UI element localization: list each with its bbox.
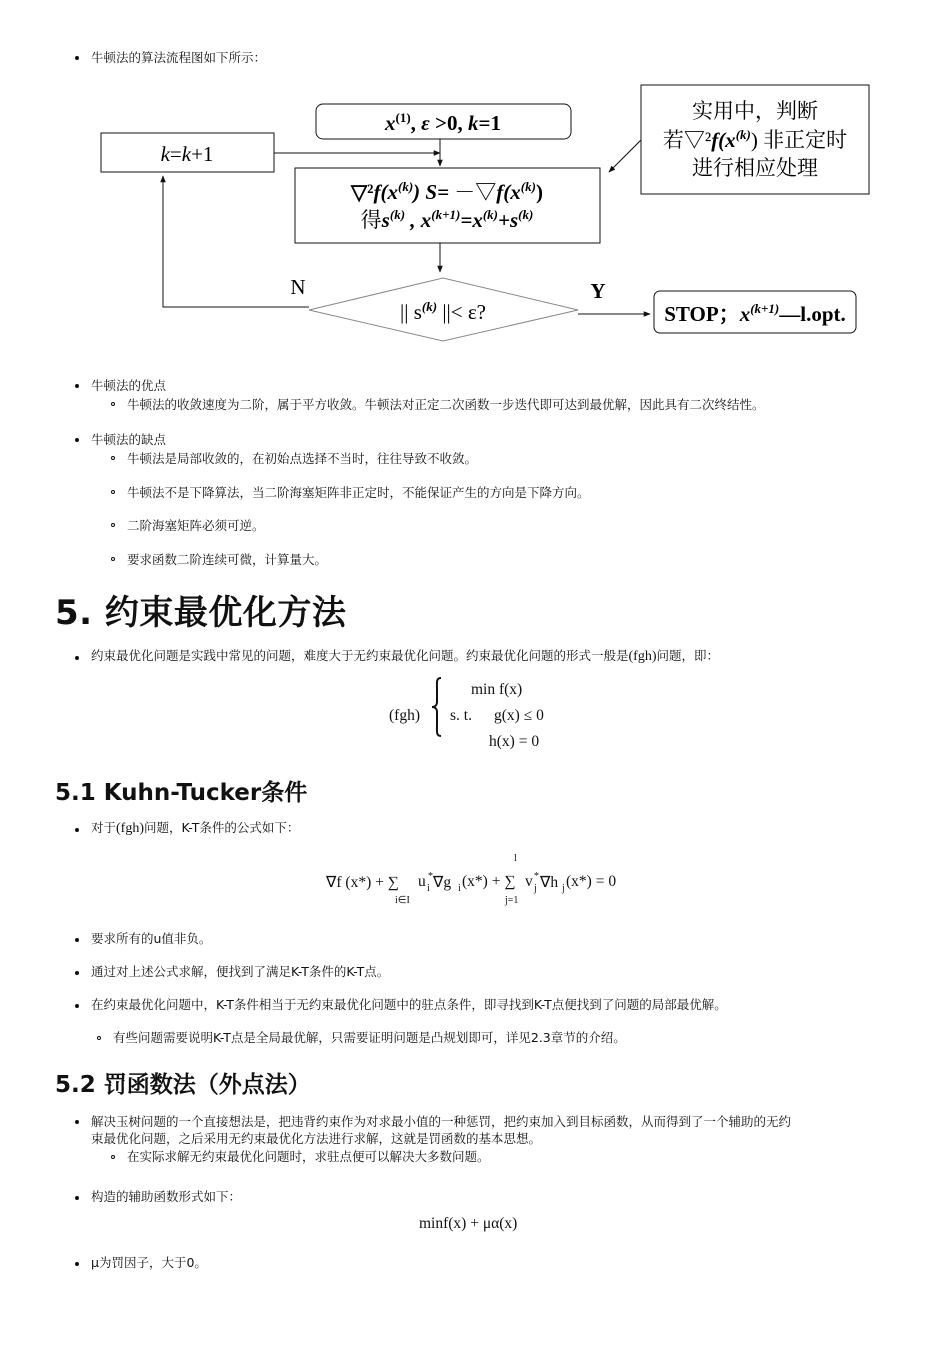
cons-item: 要求函数二阶连续可微，计算量大。	[127, 552, 328, 567]
cons-title: 牛顿法的缺点	[91, 432, 167, 447]
note-line2: 若$▽^2f(x^{(k)})$ 非正定时	[662, 127, 848, 152]
aux-function-intro: 构造的辅助函数形式如下：	[91, 1189, 242, 1204]
fgh-label: (fgh)	[389, 707, 420, 724]
start-label: $x^{(1)}$, ε >0, k=1	[385, 110, 501, 135]
kt-item: 通过对上述公式求解，便找到了满足K-T条件的K-T点。	[91, 964, 390, 979]
bullet-dot	[75, 971, 79, 975]
bullet-dot	[75, 1004, 79, 1008]
penalty-factor-text: μ为罚因子，大于0。	[91, 1255, 207, 1270]
kt-sub-item: 有些问题需要说明K-T点是全局最优解，只需要证明问题是凸规划即可，详见2.3章节的介绍。	[113, 1030, 626, 1045]
stop-label: STOP；$x^{(k+1)}—l.opt$.	[664, 301, 846, 326]
cons-item: 牛顿法不是下降算法，当二阶海塞矩阵非正定时，不能保证产生的方向是下降方向。	[127, 485, 590, 500]
section-5-intro: 约束最优化问题是实践中常见的问题，难度大于无约束最优化问题。约束最优化问题的形式一般是(fgh)问题，即：	[91, 648, 720, 664]
penalty-sub-item: 在实际求解无约束最优化问题时，求驻点便可以解决大多数问题。	[127, 1149, 490, 1164]
fgh-line1: min f(x)	[471, 681, 523, 698]
cons-item: 牛顿法是局部收敛的，在初始点选择不当时，往往导致不收敛。	[127, 451, 478, 466]
label-no: N	[290, 275, 306, 299]
sub-bullet-circle	[111, 557, 115, 561]
kt-intro: 对于(fgh)问题，K-T条件的公式如下：	[91, 820, 300, 836]
sub-bullet-circle	[111, 523, 115, 527]
fgh-line2: g(x) ≤ 0	[494, 707, 544, 724]
fgh-st: s. t.	[450, 707, 472, 724]
left-brace-icon	[430, 676, 444, 738]
sub-bullet-circle	[111, 456, 115, 460]
fgh-line3: h(x) = 0	[489, 733, 540, 750]
decision-label: || $s^{(k)}$ ||< ε?	[400, 299, 486, 324]
increment-label: k=k+1	[160, 142, 214, 166]
sub-bullet-circle	[111, 490, 115, 494]
sub-bullet-circle	[97, 1036, 101, 1040]
newton-flowchart	[0, 80, 951, 350]
sub-bullet-circle	[111, 1155, 115, 1159]
bullet-dot	[75, 1196, 79, 1200]
kt-formula: ∇f (x*) + ∑ i∈I u i * ∇g i (x*) + ∑ l j=1 v j * ∇h j (x*) = 0	[326, 853, 617, 906]
bullet-dot	[75, 1262, 79, 1266]
aux-function-formula: minf(x) + μα(x)	[419, 1215, 518, 1232]
pros-item: 牛顿法的收敛速度为二阶，属于平方收敛。牛顿法对正定二次函数一步迭代即可达到最优解，因此具有二次终结性。	[127, 397, 765, 412]
kt-item: 在约束最优化问题中，K-T条件相当于无约束最优化问题中的驻点条件，即寻找到K-T点便找到了问题的局部最优解。	[91, 997, 727, 1012]
penalty-idea-line2: 束最优化问题，之后采用无约束最优化方法进行求解，这就是罚函数的基本思想。	[91, 1131, 542, 1146]
newton-step-line1: $▽^2f(x^{(k)})$ $S= -▽f(x^{(k)})$	[351, 179, 543, 204]
bullet-dot	[75, 438, 79, 442]
penalty-idea-line1: 解决玉树问题的一个直接想法是，把违背约束作为对求最小值的一种惩罚，把约束加入到目标函数，从而得到了一个辅助的无约	[91, 1114, 792, 1129]
pros-title: 牛顿法的优点	[91, 378, 167, 393]
label-yes: Y	[590, 279, 606, 303]
section-5-2-heading: 5.2 罚函数法（外点法）	[55, 1072, 311, 1098]
bullet-dot	[75, 938, 79, 942]
newton-step-line2: 得$s^{(k)}$ , $x^{(k+1)}=x^{(k)}+s^{(k)}$	[360, 207, 534, 232]
note-line1: 实用中，判断	[692, 99, 818, 123]
bullet-dot	[75, 384, 79, 388]
arrow-note-to-step	[609, 140, 641, 172]
kt-item: 要求所有的u值非负。	[91, 931, 212, 946]
cons-item: 二阶海塞矩阵必须可逆。	[127, 518, 265, 533]
bullet-dot	[75, 656, 79, 660]
sub-bullet-circle	[111, 402, 115, 406]
bullet-dot	[75, 56, 79, 60]
flowchart-intro-text: 牛顿法的算法流程图如下所示：	[91, 50, 267, 65]
note-line3: 进行相应处理	[692, 156, 818, 180]
bullet-dot	[75, 1120, 79, 1124]
bullet-dot	[75, 828, 79, 832]
section-5-1-heading: 5.1 Kuhn-Tucker条件	[55, 780, 308, 806]
fgh-formula	[380, 676, 580, 756]
section-5-heading: 5. 约束最优化方法	[55, 593, 347, 633]
arrow-no-loop	[163, 176, 309, 307]
